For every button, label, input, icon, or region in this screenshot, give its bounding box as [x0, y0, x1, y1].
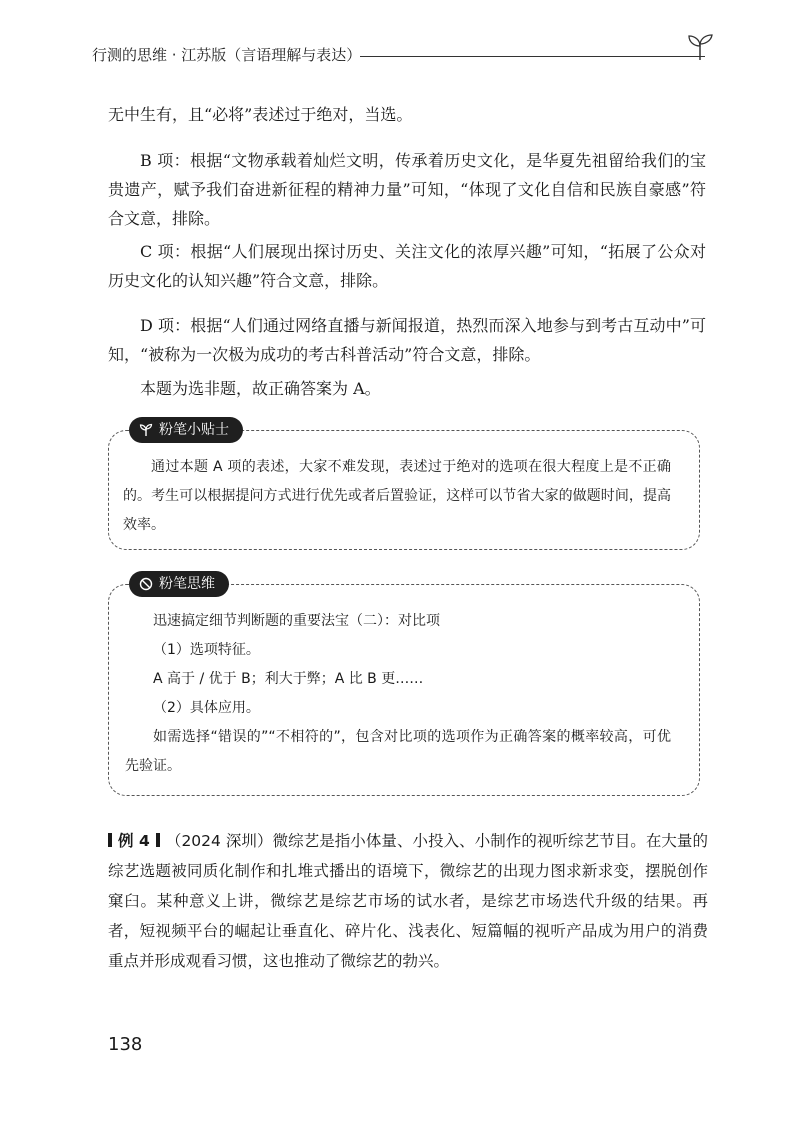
header-rule [360, 56, 705, 57]
thinking-line-5: 如需选择“错误的”“不相符的”，包含对比项的选项作为正确答案的概率较高，可优先验证。 [125, 729, 671, 774]
analysis-option-c: C 项：根据“人们展现出探讨历史、关注文化的浓厚兴趣”可知，“拓展了公众对历史文化的认知兴趣”符合文意，排除。 [108, 242, 706, 290]
tips-box [108, 422, 700, 550]
tips-tag-label: 粉笔小贴士 [159, 422, 229, 438]
page-number: 138 [108, 1034, 143, 1055]
running-header [92, 42, 722, 72]
tips-text: 通过本题 A 项的表述，大家不难发现，表述过于绝对的选项在很大程度上是不正确的。考生可以根据提问方式进行优先或者后置验证，这样可以节省大家的做题时间，提高效率。 [123, 459, 671, 533]
thinking-line-4: （2）具体应用。 [153, 700, 260, 716]
thinking-line-3: A 高于 / 优于 B；利大于弊；A 比 B 更…… [153, 671, 424, 687]
prohibit-icon [139, 577, 153, 591]
analysis-conclusion: 本题为选非题，故正确答案为 A。 [140, 379, 381, 398]
example-text: （2024 深圳）微综艺是指小体量、小投入、小制作的视听综艺节目。在大量的综艺选题被同质化制作和扎堆式播出的语境下，微综艺的出现力图求新求变，摆脱创作窠臼。某种意义上讲，微综艺是综艺市场的试水者，是综艺市场迭代升级的结果。再者，短视频平台的崛起让垂直化、碎片化、浅表化、短篇幅的视听产品成为用户的消费重点并形成观看习惯，这也推动了微综艺的勃兴。 [108, 832, 708, 970]
analysis-a-end: 无中生有，且“必将”表述过于绝对，当选。 [108, 105, 413, 124]
analysis-option-b: B 项：根据“文物承载着灿烂文明，传承着历史文化，是华夏先祖留给我们的宝贵遗产，赋予我们奋进新征程的精神力量”可知，“体现了文化自信和民族自豪感”符合文意，排除。 [108, 151, 706, 228]
thinking-line-1: 迅速搞定细节判断题的重要法宝（二）：对比项 [153, 613, 440, 629]
running-header-title: 行测的思维 · 江苏版（言语理解与表达） [92, 46, 362, 64]
tips-tag [129, 417, 243, 443]
example-question [108, 826, 708, 976]
sprout-icon [680, 32, 720, 62]
example-label: 例 4 [118, 832, 150, 850]
thinking-tag-label: 粉笔思维 [159, 576, 215, 592]
sprout-small-icon [139, 423, 153, 437]
example-bar-right [156, 833, 160, 847]
analysis-option-d: D 项：根据“人们通过网络直播与新闻报道，热烈而深入地参与到考古互动中”可知，“被称为一次极为成功的考古科普活动”符合文意，排除。 [108, 316, 706, 364]
thinking-line-2: （1）选项特征。 [153, 642, 260, 658]
example-bar-left [108, 833, 112, 847]
thinking-box [108, 576, 700, 796]
thinking-tag [129, 571, 229, 597]
